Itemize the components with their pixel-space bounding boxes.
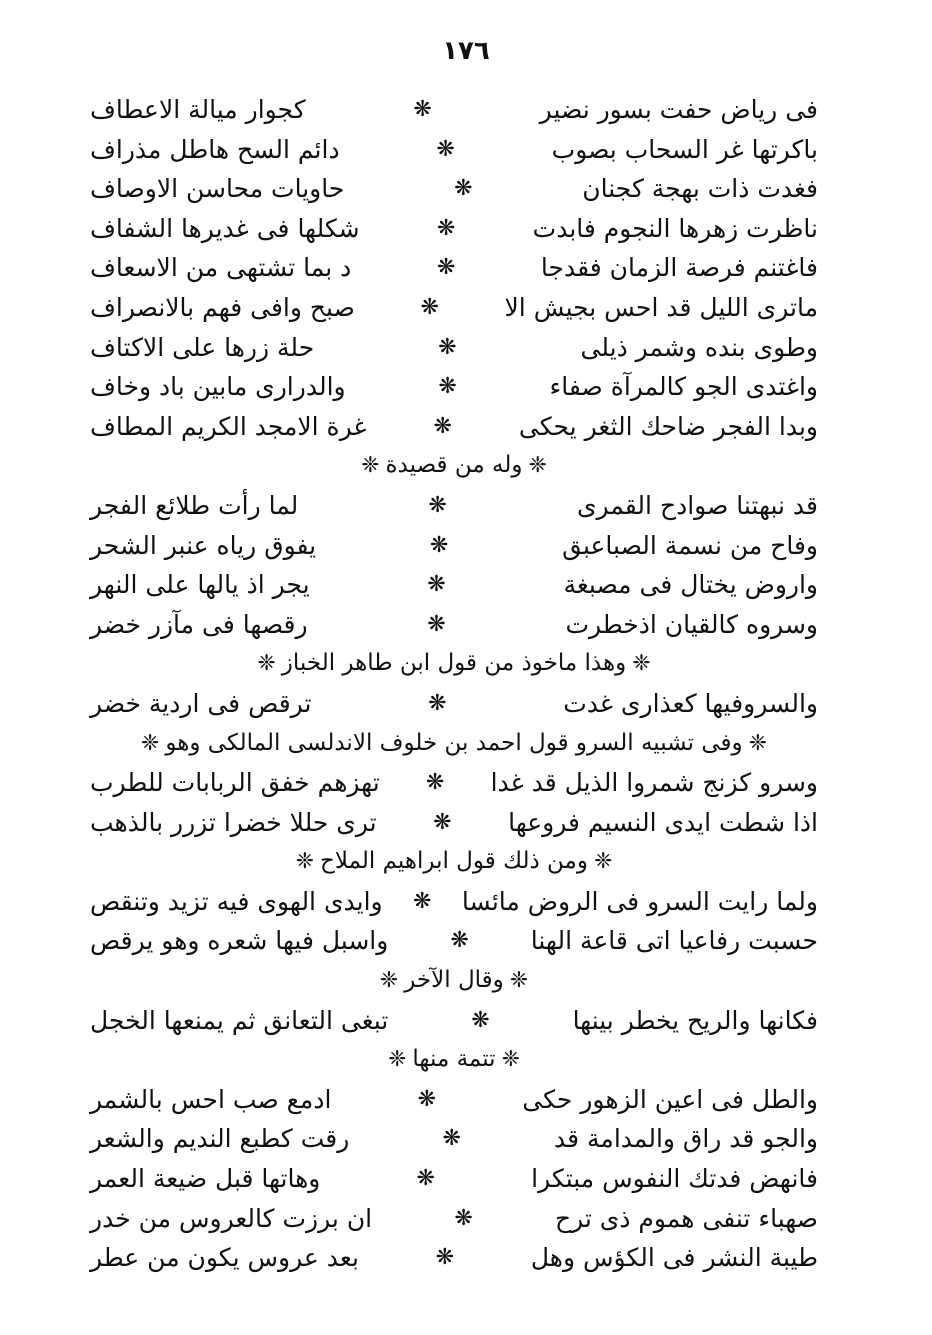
verse-line bbox=[90, 1080, 818, 1120]
verse-second-hemistich: د بما تشتهى من الاسعاف bbox=[90, 253, 352, 283]
verse-separator: ❋ bbox=[428, 690, 447, 716]
verse-separator: ❋ bbox=[454, 1205, 473, 1231]
verse-separator: ❋ bbox=[438, 374, 457, 400]
verse-line bbox=[90, 1199, 818, 1239]
verse-line bbox=[90, 486, 818, 526]
verse-first-hemistich: والسروفيها كعذارى غدت bbox=[563, 688, 818, 718]
verse-second-hemistich: تبغى التعانق ثم يمنعها الخجل bbox=[90, 1005, 389, 1035]
ornament-icon: ❈ bbox=[748, 730, 768, 756]
verse-first-hemistich: طيبة النشر فى الكؤس وهل bbox=[530, 1243, 818, 1273]
verse-second-hemistich: وهاتها قبل ضيعة العمر bbox=[90, 1164, 321, 1194]
verse-second-hemistich: حاويات محاسن الاوصاف bbox=[90, 174, 345, 204]
verse-second-hemistich: ان برزت كالعروس من خدر bbox=[90, 1203, 373, 1233]
verse-second-hemistich: حلة زرها على الاكتاف bbox=[90, 332, 315, 362]
verse-first-hemistich: فكانها والريح يخطر بينها bbox=[572, 1005, 818, 1035]
verse-second-hemistich: دائم السح هاطل مذراف bbox=[90, 134, 340, 164]
verse-first-hemistich: واروض يختال فى مصبغة bbox=[563, 570, 818, 600]
section-heading bbox=[90, 724, 818, 764]
verse-line bbox=[90, 803, 818, 843]
verse-separator: ❋ bbox=[429, 532, 449, 558]
verse-first-hemistich: وسروه كالقيان اذخطرت bbox=[565, 609, 818, 639]
verse-line bbox=[90, 209, 818, 249]
verse-separator: ❋ bbox=[436, 215, 456, 241]
verse-separator: ❋ bbox=[427, 572, 446, 598]
verse-separator: ❋ bbox=[454, 176, 473, 202]
verse-separator: ❋ bbox=[428, 492, 447, 518]
ornament-icon: ❈ bbox=[387, 1047, 407, 1073]
verse-first-hemistich: وفاح من نسمة الصباعبق bbox=[562, 530, 818, 560]
verse-second-hemistich: لما رأت طلائع الفجر bbox=[90, 490, 299, 520]
verse-line bbox=[90, 130, 818, 170]
verse-separator: ❋ bbox=[471, 1007, 490, 1033]
section-heading bbox=[90, 961, 818, 1001]
verse-line bbox=[90, 1159, 818, 1199]
verse-second-hemistich: غرة الامجد الكريم المطاف bbox=[90, 411, 367, 441]
verse-separator: ❋ bbox=[436, 255, 456, 281]
verse-line bbox=[90, 328, 818, 368]
verse-line bbox=[90, 1238, 818, 1278]
verse-first-hemistich: فغدت ذات بهجة كجنان bbox=[582, 174, 818, 204]
verse-second-hemistich: شكلها فى غديرها الشفاف bbox=[90, 213, 360, 243]
verse-line bbox=[90, 921, 818, 961]
verse-line bbox=[90, 90, 818, 130]
verse-first-hemistich: قد نبهتنا صوادح القمرى bbox=[576, 490, 818, 520]
verse-second-hemistich: بعد عروس يكون من عطر bbox=[90, 1243, 359, 1273]
verse-first-hemistich: والطل فى اعين الزهور حكى bbox=[522, 1084, 818, 1114]
verse-second-hemistich: تهزهم خفق الربابات للطرب bbox=[90, 768, 380, 798]
verse-line bbox=[90, 763, 818, 803]
verse-first-hemistich: باكرتها غر السحاب بصوب bbox=[551, 134, 818, 164]
verse-first-hemistich: اذا شطت ايدى النسيم فروعها bbox=[508, 807, 818, 837]
verse-first-hemistich: وطوى بنده وشمر ذيلى bbox=[580, 332, 818, 362]
verse-line bbox=[90, 1001, 818, 1041]
verse-first-hemistich: فى رياض حفت بسور نضير bbox=[539, 95, 818, 124]
verse-separator: ❋ bbox=[413, 888, 432, 914]
verse-separator: ❋ bbox=[442, 1126, 461, 1152]
verse-first-hemistich: والجو قد راق والمدامة قد bbox=[554, 1124, 818, 1154]
section-heading bbox=[90, 1040, 818, 1080]
verse-second-hemistich: ادمع صب احس بالشمر bbox=[90, 1084, 332, 1114]
heading-text: وهذا ماخوذ من قول ابن طاهر الخباز bbox=[281, 650, 627, 677]
verse-separator: ❋ bbox=[420, 294, 439, 320]
verse-first-hemistich: حسبت رفاعيا اتى قاعة الهنا bbox=[530, 926, 818, 956]
verse-second-hemistich: واسبل فيها شعره وهو يرقص bbox=[90, 926, 389, 956]
verse-line bbox=[90, 1119, 818, 1159]
section-heading bbox=[90, 446, 818, 486]
verse-line bbox=[90, 248, 818, 288]
heading-text: وفى تشبيه السرو قول احمد بن خلوف الاندلسى المالكى وهو bbox=[165, 729, 743, 756]
verse-separator: ❋ bbox=[450, 928, 469, 954]
verse-first-hemistich: واغتدى الجو كالمرآة صفاء bbox=[549, 372, 818, 402]
verse-line bbox=[90, 882, 818, 922]
verse-first-hemistich: ماترى الليل قد احس بجيش الا bbox=[504, 292, 818, 322]
ornament-icon: ❈ bbox=[632, 651, 651, 677]
verse-separator: ❋ bbox=[433, 809, 452, 835]
heading-text: وله من قصيدة bbox=[385, 452, 523, 479]
ornament-icon: ❈ bbox=[501, 1047, 521, 1073]
heading-text: ومن ذلك قول ابراهيم الملاح bbox=[320, 848, 588, 875]
verse-separator: ❋ bbox=[435, 1245, 455, 1271]
ornament-icon: ❈ bbox=[257, 651, 276, 677]
verse-first-hemistich: فاغتنم فرصة الزمان فقدجا bbox=[540, 253, 818, 283]
verse-first-hemistich: ولما رايت السرو فى الروض مائسا bbox=[461, 886, 818, 916]
ornament-icon: ❈ bbox=[593, 849, 613, 875]
verse-line bbox=[90, 684, 818, 724]
verse-separator: ❋ bbox=[427, 611, 446, 637]
verse-line bbox=[90, 407, 818, 447]
heading-text: وقال الآخر bbox=[404, 967, 504, 994]
verse-separator: ❋ bbox=[416, 1166, 435, 1192]
verse-second-hemistich: يفوق رياه عنبر الشحر bbox=[90, 530, 317, 560]
ornament-icon: ❈ bbox=[295, 849, 315, 875]
verse-second-hemistich: وايدى الهوى فيه تزيد وتنقص bbox=[90, 886, 383, 916]
text-body bbox=[90, 90, 818, 1278]
ornament-icon: ❈ bbox=[509, 968, 529, 994]
ornament-icon: ❈ bbox=[379, 968, 399, 994]
verse-line bbox=[90, 526, 818, 566]
verse-separator: ❋ bbox=[433, 413, 452, 439]
section-heading bbox=[90, 842, 818, 882]
verse-second-hemistich: يجر اذ يالها على النهر bbox=[90, 570, 310, 600]
verse-line bbox=[90, 169, 818, 209]
ornament-icon: ❈ bbox=[528, 453, 547, 479]
verse-first-hemistich: صهباء تنفى هموم ذى ترح bbox=[554, 1203, 818, 1233]
ornament-icon: ❈ bbox=[140, 730, 160, 756]
verse-separator: ❋ bbox=[425, 770, 445, 796]
page-number: ١٧٦ bbox=[442, 36, 490, 66]
section-heading bbox=[90, 644, 818, 684]
verse-second-hemistich: كجوار ميالة الاعطاف bbox=[90, 95, 306, 124]
verse-second-hemistich: ترقص فى اردية خضر bbox=[90, 688, 312, 718]
heading-text: تتمة منها bbox=[412, 1046, 496, 1073]
verse-second-hemistich: صبح وافى فهم بالانصراف bbox=[90, 292, 355, 322]
verse-line bbox=[90, 288, 818, 328]
verse-separator: ❋ bbox=[436, 136, 455, 162]
verse-first-hemistich: وسرو كزنج شمروا الذيل قد غدا bbox=[490, 768, 818, 798]
verse-second-hemistich: رقصها فى مآزر خضر bbox=[90, 609, 308, 639]
verse-line bbox=[90, 565, 818, 605]
verse-line bbox=[90, 367, 818, 407]
verse-first-hemistich: ناظرت زهرها النجوم فابدت bbox=[532, 213, 818, 243]
verse-separator: ❋ bbox=[417, 1086, 437, 1112]
verse-first-hemistich: وبدا الفجر ضاحك الثغر يحكى bbox=[518, 411, 818, 441]
verse-first-hemistich: فانهض فدتك النفوس مبتكرا bbox=[531, 1164, 818, 1194]
verse-line bbox=[90, 605, 818, 645]
ornament-icon: ❈ bbox=[361, 453, 380, 479]
verse-separator: ❋ bbox=[413, 97, 432, 122]
verse-second-hemistich: والدرارى مابين باد وخاف bbox=[90, 372, 346, 402]
verse-second-hemistich: رقت كطبع النديم والشعر bbox=[90, 1124, 350, 1154]
verse-separator: ❋ bbox=[438, 334, 457, 360]
verse-second-hemistich: ترى حللا خضرا تزرر بالذهب bbox=[90, 807, 377, 837]
